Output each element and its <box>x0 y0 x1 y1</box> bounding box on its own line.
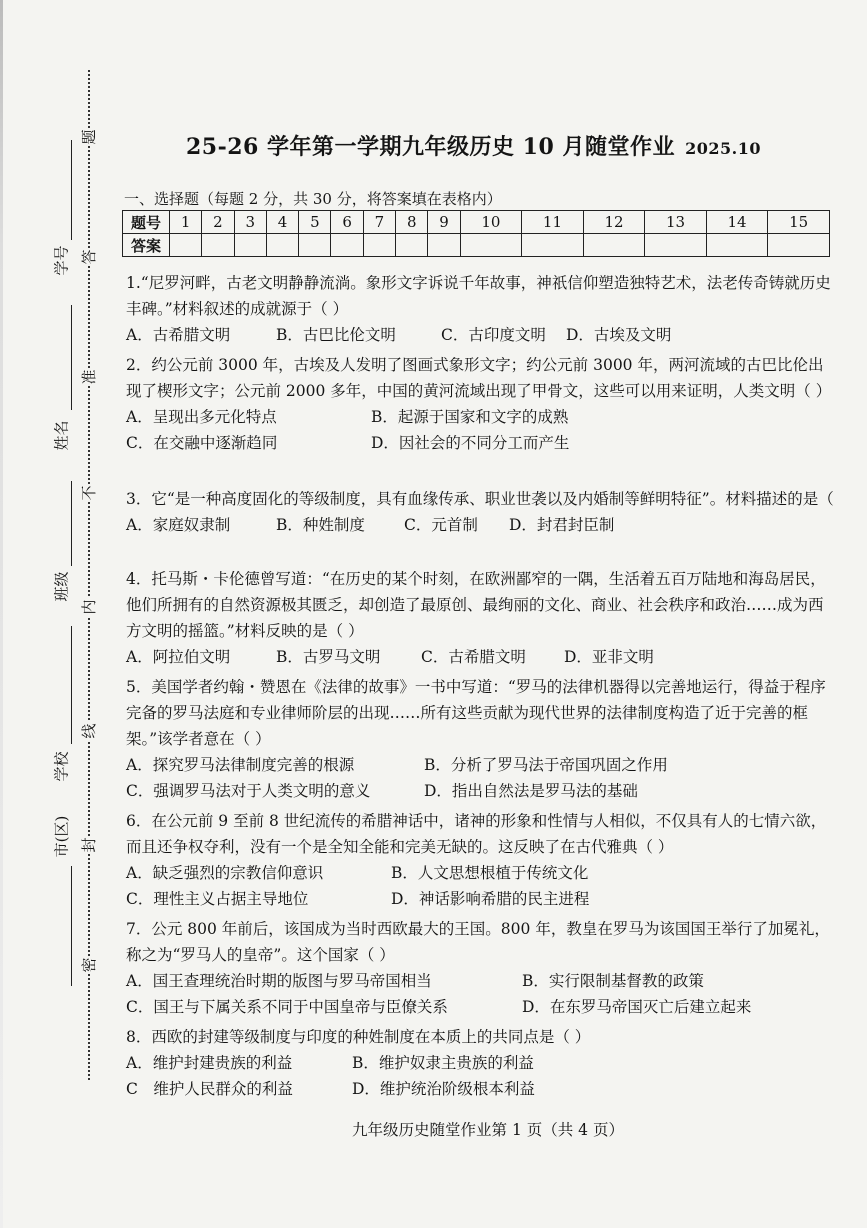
option[interactable]: D．亚非文明 <box>564 648 654 666</box>
question-number: 5 <box>299 211 331 234</box>
option[interactable]: C．古印度文明 <box>441 326 546 344</box>
option[interactable]: A．维护封建贵族的利益 <box>126 1054 293 1072</box>
question-number: 14 <box>706 211 768 234</box>
field-label: 姓名 <box>52 420 71 451</box>
answer-cell[interactable] <box>234 234 266 257</box>
seal-char: 封 <box>80 837 98 853</box>
question-7 <box>126 916 836 1020</box>
option[interactable]: D．维护统治阶级根本利益 <box>352 1080 535 1098</box>
title-date: 2025.10 <box>685 139 762 158</box>
option[interactable]: D．指出自然法是罗马法的基础 <box>424 782 638 800</box>
option[interactable]: D．在东罗马帝国灭亡后建立起来 <box>522 998 752 1016</box>
option[interactable]: C．古希腊文明 <box>421 648 526 666</box>
page-title <box>186 130 836 161</box>
field-label: 班级 <box>52 571 71 602</box>
answer-cell[interactable] <box>428 234 460 257</box>
school-field[interactable] <box>46 751 76 782</box>
option-row <box>126 752 836 778</box>
scan-edge <box>0 0 3 1228</box>
option[interactable]: D．神话影响希腊的民主进程 <box>391 890 590 908</box>
question-stem: 5．美国学者约翰・赞恩在《法律的故事》一书中写道：“罗马的法律机器得以完善地运行，得益于程序完备的罗马法庭和专业律师阶层的出现……所有这些贡献为现代世界的法律制度构造了近于完善的框架。”该学者意在（ ） <box>126 678 826 748</box>
option[interactable]: C 维护人民群众的利益 <box>126 1080 293 1098</box>
option[interactable]: B．起源于国家和文字的成熟 <box>371 408 569 426</box>
seal-char: 准 <box>80 369 98 385</box>
option[interactable]: B．古巴比伦文明 <box>276 326 396 344</box>
question-stem: 4．托马斯・卡伦德曾写道：“在历史的某个时刻，在欧洲鄙窄的一隅，生活着五百万陆地和海岛居民，他们所拥有的自然资源极其匮乏，却创造了最原创、最绚丽的文化、商业、社会秩序和政治……成为西方文明的摇篮。”材料反映的是（ ） <box>126 570 826 640</box>
option[interactable]: A．国王查理统治时期的版图与罗马帝国相当 <box>126 972 432 990</box>
answer-cell[interactable] <box>299 234 331 257</box>
option-row <box>126 886 836 912</box>
question-1 <box>126 270 836 348</box>
question-number: 1 <box>170 211 202 234</box>
option-row <box>126 778 836 804</box>
option-row <box>126 994 836 1020</box>
section-heading: 一、选择题（每题 2 分，共 30 分，将答案填在表格内） <box>124 190 502 208</box>
option[interactable]: C．元首制 <box>404 516 478 534</box>
question-3 <box>126 486 836 538</box>
question-5 <box>126 674 836 804</box>
seal-char: 内 <box>80 599 98 615</box>
field-label: 学号 <box>52 245 71 276</box>
question-6 <box>126 808 836 912</box>
question-stem: 1.“尼罗河畔，古老文明静静流淌。象形文字诉说千年故事，神祇信仰塑造独特艺术，法老传奇铸就历史丰碑。”材料叙述的成就源于（ ） <box>126 274 831 318</box>
answer-cell[interactable] <box>266 234 298 257</box>
answer-row <box>123 234 830 257</box>
option-row <box>126 968 836 994</box>
option-row <box>126 860 836 886</box>
option[interactable]: C．在交融中逐渐趋同 <box>126 434 278 452</box>
option[interactable]: A．呈现出多元化特点 <box>126 408 277 426</box>
option[interactable]: C．强调罗马法对于人类文明的意义 <box>126 782 371 800</box>
answer-cell[interactable] <box>583 234 645 257</box>
seal-dotted-line <box>88 70 90 1080</box>
district-field[interactable] <box>46 815 76 858</box>
answer-cell[interactable] <box>706 234 768 257</box>
option-row <box>126 404 836 430</box>
option[interactable]: B．种姓制度 <box>276 516 365 534</box>
question-stem: 3．它“是一种高度固化的等级制度，具有血缘传承、职业世袭以及内婚制等鲜明特征”。材料描述的是（ <box>126 490 834 508</box>
option-row <box>126 512 836 538</box>
question-number: 12 <box>583 211 645 234</box>
option[interactable]: C．理性主义占据主导地位 <box>126 890 309 908</box>
option[interactable]: A．阿拉伯文明 <box>126 648 231 666</box>
question-number: 2 <box>202 211 234 234</box>
question-number: 13 <box>645 211 707 234</box>
seal-char: 线 <box>80 723 98 739</box>
answer-cell[interactable] <box>645 234 707 257</box>
seal-char: 不 <box>80 485 98 501</box>
question-number: 4 <box>266 211 298 234</box>
answer-cell[interactable] <box>170 234 202 257</box>
field-label: 学校 <box>52 751 71 782</box>
option[interactable]: A．家庭奴隶制 <box>126 516 231 534</box>
question-stem: 6．在公元前 9 至前 8 世纪流传的希腊神话中，诸神的形象和性情与人相似，不仅具有人的七情六欲，而且还争权夺利，没有一个是全知全能和完美无缺的。这反映了在古代雅典（ ） <box>126 812 827 856</box>
page-footer: 九年级历史随堂作业第 1 页（共 4 页） <box>352 1121 624 1139</box>
field-label: 市(区) <box>52 815 71 858</box>
question-stem: 7．公元 800 年前后，该国成为当时西欧最大的王国。800 年，教皇在罗马为该国国王举行了加冕礼，称之为“罗马人的皇帝”。这个国家（ ） <box>126 920 830 964</box>
question-number: 7 <box>363 211 395 234</box>
option[interactable]: D．因社会的不同分工而产生 <box>371 434 570 452</box>
title-text: 25-26 学年第一学期九年级历史 10 月随堂作业 <box>186 134 675 160</box>
row-label: 题号 <box>123 211 170 234</box>
option[interactable]: A．探究罗马法律制度完善的根源 <box>126 756 355 774</box>
option-row <box>126 1076 836 1102</box>
row-label: 答案 <box>123 234 170 257</box>
binding-margin <box>0 0 112 1228</box>
option[interactable]: D．封君封臣制 <box>509 516 615 534</box>
question-stem: 8．西欧的封建等级制度与印度的种姓制度在本质上的共同点是（ ） <box>126 1028 591 1046</box>
question-number: 8 <box>396 211 428 234</box>
seal-char: 密 <box>80 957 98 973</box>
answer-cell[interactable] <box>396 234 428 257</box>
option[interactable]: B．人文思想根植于传统文化 <box>391 864 589 882</box>
answer-table <box>122 210 830 257</box>
option[interactable]: A．古希腊文明 <box>126 326 231 344</box>
option[interactable]: B．分析了罗马法于帝国巩固之作用 <box>424 756 668 774</box>
answer-cell[interactable] <box>331 234 363 257</box>
student-id-field[interactable] <box>46 245 76 276</box>
option[interactable]: B．实行限制基督教的政策 <box>522 972 704 990</box>
question-number: 9 <box>428 211 460 234</box>
seal-char: 题 <box>80 129 98 145</box>
answer-cell[interactable] <box>768 234 830 257</box>
number-row <box>123 211 830 234</box>
question-8 <box>126 1024 836 1102</box>
class-field[interactable] <box>46 571 76 602</box>
name-field[interactable] <box>46 420 76 451</box>
question-4 <box>126 566 836 670</box>
answer-cell[interactable] <box>202 234 234 257</box>
option[interactable]: A．缺乏强烈的宗教信仰意识 <box>126 864 324 882</box>
option[interactable]: B．古罗马文明 <box>276 648 381 666</box>
answer-cell[interactable] <box>522 234 584 257</box>
question-stem: 2．约公元前 3000 年，古埃及人发明了图画式象形文字；约公元前 3000 年，两河流域的古巴比伦出现了楔形文字；公元前 2000 多年，中国的黄河流域出现了甲骨文，这些可以用来证明，人类文明（ ） <box>126 356 832 400</box>
answer-cell[interactable] <box>460 234 522 257</box>
seal-char: 答 <box>80 249 98 265</box>
answer-cell[interactable] <box>363 234 395 257</box>
option-row <box>126 430 836 456</box>
option-row <box>126 644 836 670</box>
option[interactable]: D．古埃及文明 <box>566 326 672 344</box>
question-number: 10 <box>460 211 522 234</box>
question-number: 3 <box>234 211 266 234</box>
option-row <box>126 322 836 348</box>
question-number: 11 <box>522 211 584 234</box>
option-row <box>126 1050 836 1076</box>
question-number: 15 <box>768 211 830 234</box>
option[interactable]: B．维护奴隶主贵族的利益 <box>352 1054 534 1072</box>
question-number: 6 <box>331 211 363 234</box>
option[interactable]: C．国王与下属关系不同于中国皇帝与臣僚关系 <box>126 998 448 1016</box>
question-2 <box>126 352 836 456</box>
